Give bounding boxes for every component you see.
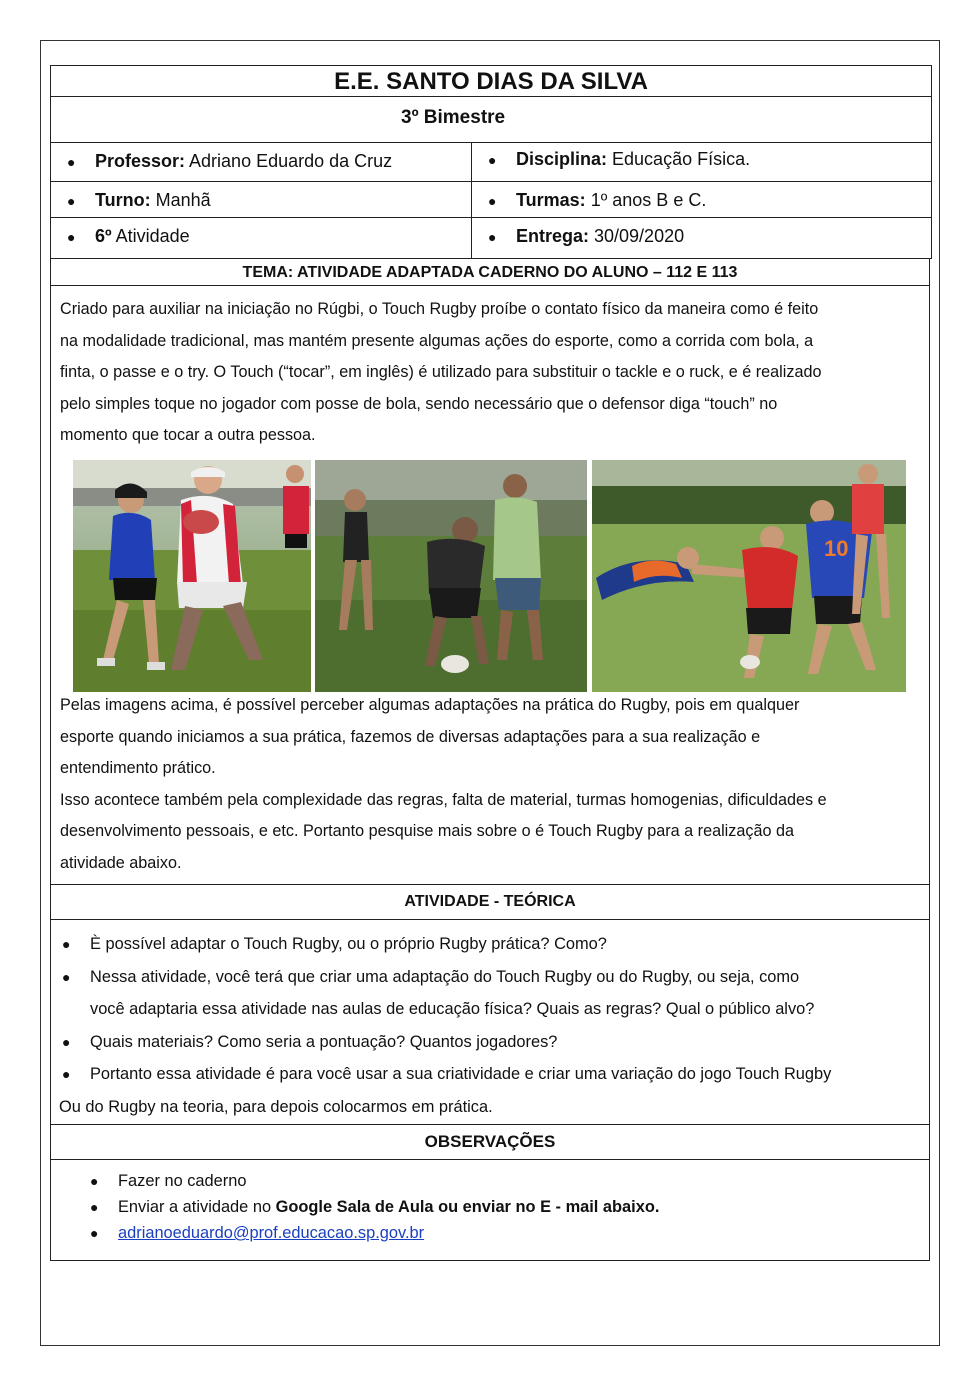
professor-label: Professor: <box>95 151 186 171</box>
photo-training-grass <box>315 460 587 692</box>
bullet-icon: ● <box>62 968 71 985</box>
question-continuation: você adaptaria essa atividade nas aulas de educação física? Quais as regras? Qual o público alvo? <box>90 1000 815 1018</box>
bullet-icon: ● <box>62 1066 71 1082</box>
email-link[interactable]: adrianoeduardo@prof.educacao.sp.gov.br <box>118 1224 425 1242</box>
disciplina-label: Disciplina: <box>516 149 608 169</box>
question-item: ● Nessa atividade, você terá que criar uma adaptação do Touch Rugby ou do Rugby, ou seja, como <box>62 961 924 994</box>
photo-touch-tackle-image <box>592 460 906 692</box>
entrega-value: 30/09/2020 <box>589 226 685 246</box>
paragraph-line: desenvolvimento pessoais, e etc. Portanto pesquise mais sobre o é Touch Rugby para a realização da <box>60 822 794 840</box>
jersey-number: 10 <box>824 536 849 561</box>
photo-training-grass-image <box>315 460 587 692</box>
intro-line: finta, o passe e o try. O Touch (“tocar”, em inglês) é utilizado para substituir o tackle e o ruck, e é realizado <box>60 363 822 381</box>
paragraph-line: esporte quando iniciamos a sua prática, fazemos de diversas adaptações para a sua realização e <box>60 727 761 746</box>
questions-list <box>59 928 924 1123</box>
disciplina-value: Educação Física. <box>607 149 751 169</box>
intro-line: momento que tocar a outra pessoa. <box>60 426 316 444</box>
observacao-item: ● Enviar a atividade no Google Sala de Aula ou enviar no E - mail abaixo. <box>90 1194 659 1220</box>
bullet-icon: ● <box>90 1199 99 1215</box>
atividade-cell <box>50 217 472 259</box>
entrega-cell <box>471 217 932 259</box>
turno-value: Manhã <box>150 190 211 210</box>
disciplina-cell <box>471 142 932 182</box>
intro-line: na modalidade tradicional, mas mantém presente algumas ações do esporte, como a corrida com bola, a <box>60 331 814 350</box>
atividade-label: Atividade <box>111 226 190 246</box>
photo-women-touch-rugby <box>73 460 311 692</box>
question-item: ● Portanto essa atividade é para você usar a sua criatividade e criar uma variação do jogo Touch Rugby <box>62 1058 924 1091</box>
observacao-item <box>90 1220 659 1246</box>
observacoes-list <box>90 1168 659 1246</box>
bullet-icon: ● <box>62 936 71 952</box>
turno-label: Turno: <box>95 190 151 210</box>
paragraph-line: entendimento prático. <box>60 759 216 777</box>
professor-value: Adriano Eduardo da Cruz <box>185 151 393 171</box>
intro-paragraph <box>60 294 922 452</box>
observacao-item: ● Fazer no caderno <box>90 1168 659 1194</box>
photo-touch-tackle <box>592 460 906 692</box>
bullet-icon: ● <box>67 229 76 245</box>
intro-line: pelo simples toque no jogador com posse de bola, sendo necessário que o defensor diga “touch” no <box>60 394 778 413</box>
question-item: ● Quais materiais? Como seria a pontuação? Quantos jogadores? <box>62 1026 924 1059</box>
paragraph-line: atividade abaixo. <box>60 853 182 872</box>
paragraph-line: Isso acontece também pela complexidade das regras, falta de material, turmas homogenias, dificuldades e <box>60 790 827 809</box>
observacoes-heading: OBSERVAÇÕES <box>50 1124 930 1160</box>
bimester: 3º Bimestre <box>50 96 932 143</box>
intro-line: Criado para auxiliar na iniciação no Rúgbi, o Touch Rugby proíbe o contato físico da maneira como é feito <box>60 300 819 318</box>
after-images-paragraph <box>60 690 922 879</box>
bullet-icon: ● <box>90 1173 99 1189</box>
turmas-value: 1º anos B e C. <box>585 190 707 210</box>
bullet-icon: ● <box>488 152 497 168</box>
professor-cell <box>50 142 472 182</box>
atividade-number: 6º <box>95 226 112 246</box>
turno-cell <box>50 181 472 218</box>
question-continuation: Ou do Rugby na teoria, para depois colocarmos em prática. <box>59 1097 493 1116</box>
photo-women-touch-rugby-image <box>73 460 311 692</box>
bullet-icon: ● <box>90 1225 99 1241</box>
school-name: E.E. SANTO DIAS DA SILVA <box>50 65 932 97</box>
turmas-cell <box>471 181 932 218</box>
bullet-icon: ● <box>67 193 76 209</box>
bullet-icon: ● <box>488 229 497 245</box>
tema-heading: TEMA: ATIVIDADE ADAPTADA CADERNO DO ALUNO – 112 E 113 <box>50 258 930 286</box>
turmas-label: Turmas: <box>516 190 586 210</box>
question-item: ● È possível adaptar o Touch Rugby, ou o próprio Rugby prática? Como? <box>62 928 924 961</box>
entrega-label: Entrega: <box>516 226 590 246</box>
bullet-icon: ● <box>67 154 76 170</box>
paragraph-line: Pelas imagens acima, é possível perceber algumas adaptações na prática do Rugby, pois em qualquer <box>60 696 800 714</box>
bullet-icon: ● <box>488 193 497 209</box>
bullet-icon: ● <box>62 1033 71 1050</box>
atividade-heading: ATIVIDADE - TEÓRICA <box>50 884 930 920</box>
